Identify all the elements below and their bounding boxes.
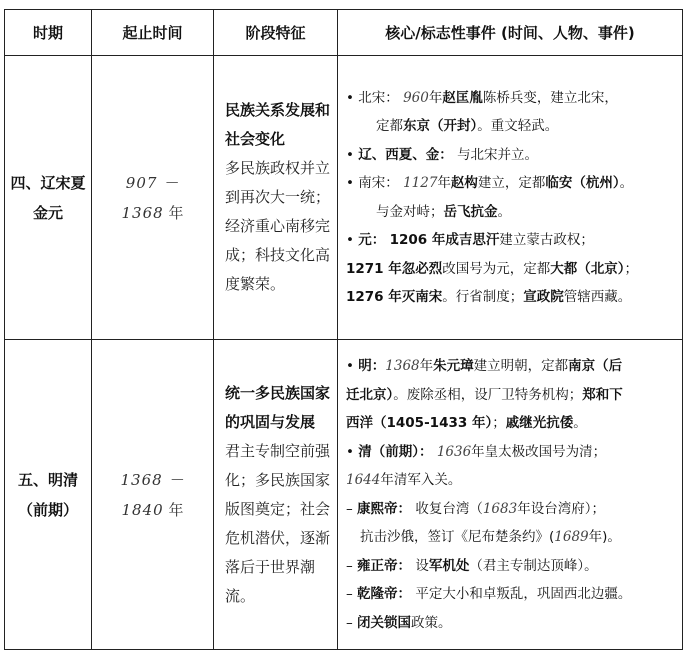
period-cell — [5, 56, 92, 340]
event-line: • 清（前期）： 1636年皇太极改国号为清； — [346, 443, 607, 460]
table-row — [5, 56, 683, 340]
event-line: 与金对峙；岳飞抗金。 — [376, 203, 511, 220]
header-features: 阶段特征 — [214, 10, 338, 56]
feature-cell — [214, 56, 338, 340]
years-cell — [92, 56, 214, 340]
event-line: • 元： 1206 年成吉思汗建立蒙古政权； — [346, 232, 594, 248]
table-row — [5, 340, 683, 650]
event-line: • 明：1368年朱元璋建立明朝，定都南京（后 — [346, 358, 623, 374]
event-line: • 辽、西夏、金： 与北宋并立。 — [346, 146, 539, 163]
event-line: 西洋（1405-1433 年）；戚继光抗倭。 — [346, 415, 587, 431]
event-line: – 闭关锁国政策。 — [346, 614, 452, 631]
event-line: • 北宋： 960年赵匡胤陈桥兵变，建立北宋， — [346, 89, 618, 106]
history-table — [4, 9, 683, 650]
event-line: – 康熙帝： 收复台湾（1683年设台湾府）； — [346, 500, 605, 517]
header-period: 时期 — [5, 10, 92, 56]
feature-cell — [214, 340, 338, 650]
period-label: 五、明清（前期） — [17, 470, 78, 519]
years-cell — [92, 340, 214, 650]
events-cell — [338, 56, 683, 340]
feature-title: 民族关系发展和社会变化 — [225, 101, 331, 148]
period-label: 四、辽宋夏金元 — [10, 173, 86, 222]
event-line: 迁北京）。废除丞相，设厂卫特务机构；郑和下 — [346, 386, 623, 403]
events-cell — [338, 340, 683, 650]
years-end: 1368 年 — [121, 203, 184, 222]
event-line: 1276 年灭南宋。行省制度；宣政院管辖西藏。 — [346, 289, 632, 305]
header-row — [5, 10, 683, 56]
event-line: 1271 年忽必烈改国号为元，定都大都（北京）； — [346, 260, 639, 277]
header-events: 核心/标志性事件 (时间、人物、事件) — [338, 10, 683, 56]
feature-description: 君主专制空前强化；多民族国家版图奠定；社会危机潜伏，逐渐落后于世界潮流。 — [225, 441, 331, 605]
event-line: – 雍正帝： 设军机处（君主专制达顶峰）。 — [346, 557, 598, 574]
event-line: 1644年清军入关。 — [346, 472, 462, 488]
event-line: 定都东京（开封）。重文轻武。 — [376, 118, 559, 134]
event-line: 抗击沙俄，签订《尼布楚条约》(1689年)。 — [360, 529, 621, 545]
years-end: 1840 年 — [121, 500, 184, 519]
feature-description: 多民族政权并立到再次大一统；经济重心南移完成；科技文化高度繁荣。 — [225, 159, 331, 293]
event-line: • 南宋： 1127年赵构建立，定都临安（杭州）。 — [346, 175, 634, 191]
event-line: – 乾隆帝： 平定大小和卓叛乱，巩固西北边疆。 — [346, 586, 632, 602]
years-start: 907 － — [125, 173, 180, 192]
header-years: 起止时间 — [92, 10, 214, 56]
years-start: 1368 － — [120, 470, 185, 489]
period-cell — [5, 340, 92, 650]
feature-title: 统一多民族国家的巩固与发展 — [225, 383, 331, 431]
